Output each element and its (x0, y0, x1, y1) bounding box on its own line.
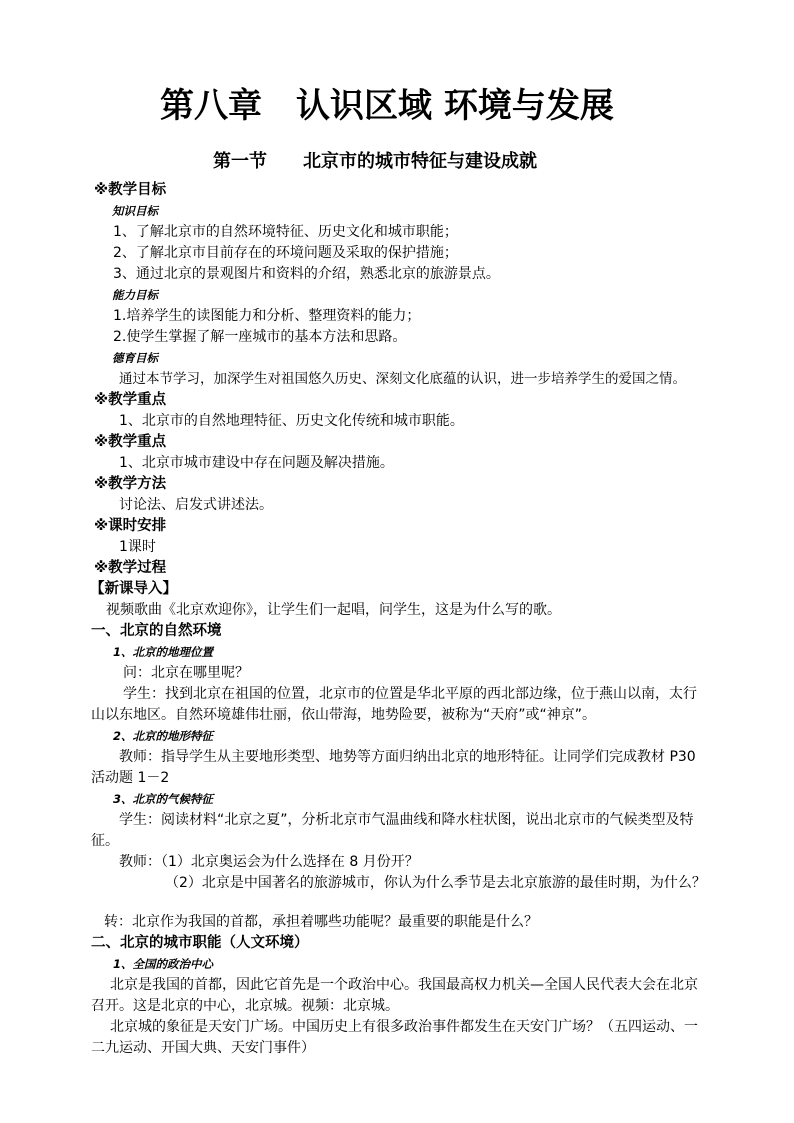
schedule-heading: ※课时安排 (94, 518, 167, 534)
key-points-heading: ※教学重点 (94, 392, 167, 408)
part1-sub2-heading: 2、北京的地形特征 (113, 729, 214, 743)
moral-goal-text: 通过本节学习，加深学生对祖国悠久历史、深刻文化底蕴的认识，进一步培养学生的爱国之情。 (119, 371, 686, 387)
methods-heading: ※教学方法 (94, 476, 167, 492)
moral-goal-label: 德育目标 (112, 351, 158, 365)
knowledge-goal-item: 2、了解北京市目前存在的环境问题及采取的保护措施； (113, 245, 458, 261)
part1-sub1-heading: 1、北京的地理位置 (113, 645, 214, 659)
ability-goal-item: 1.培养学生的读图能力和分析、整理资料的能力； (113, 308, 421, 324)
methods-text: 讨论法、启发式讲述法。 (119, 497, 273, 513)
part2-paragraph-line: 北京城的象征是天安门广场。中国历史上有很多政治事件都发生在天安门广场？（五四运动、一 (110, 1019, 698, 1035)
transition-text: 转：北京作为我国的首都，承担着哪些功能呢？最重要的职能是什么？ (104, 914, 538, 930)
process-heading: ※教学过程 (94, 560, 167, 576)
part1-sub3-heading: 3、北京的气候特征 (113, 792, 214, 806)
part2-paragraph-line: 召开。这是北京的中心，北京城。视频：北京城。 (91, 998, 399, 1014)
knowledge-goal-item: 1、了解北京市的自然环境特征、历史文化和城市职能； (113, 224, 458, 240)
ability-goal-item: 2.使学生掌握了解一座城市的基本方法和思路。 (113, 329, 407, 345)
key-points-text: 1、北京市的自然地理特征、历史文化传统和城市职能。 (119, 413, 464, 429)
difficult-points-text: 1、北京市城市建设中存在问题及解决措施。 (119, 455, 394, 471)
part2-paragraph-line: 二九运动、开国大典、天安门事件） (91, 1040, 315, 1056)
part1-question: 问：北京在哪里呢？ (123, 665, 249, 681)
intro-text: 视频歌曲《北京欢迎你》，让学生们一起唱，问学生，这是为什么写的歌。 (106, 602, 561, 618)
part1-teacher-line: 活动题 1－2 (91, 770, 170, 786)
ability-goal-label: 能力目标 (112, 288, 158, 302)
goals-heading: ※教学目标 (94, 182, 167, 198)
part1-heading: 一、北京的自然环境 (91, 623, 222, 639)
part1-student-line: 学生：阅读材料“北京之夏”，分析北京市气温曲线和降水柱状图，说出北京市的气候类型及特 (119, 812, 694, 828)
part2-heading: 二、北京的城市职能（人文环境） (91, 935, 309, 951)
part1-teacher-question: 教师：（1）北京奥运会为什么选择在 8 月份开？ (119, 854, 419, 870)
part1-teacher-question: （2）北京是中国著名的旅游城市，你认为什么季节是去北京旅游的最佳时期，为什么？ (165, 875, 706, 891)
part1-student-line: 征。 (91, 833, 119, 849)
difficult-points-heading: ※教学重点 (94, 434, 167, 450)
part1-teacher-line: 教师：指导学生从主要地形类型、地势等方面归纳出北京的地形特征。让同学们完成教材 P30 (119, 749, 696, 765)
knowledge-goal-item: 3、通过北京的景观图片和资料的介绍，熟悉北京的旅游景点。 (113, 266, 500, 282)
intro-heading: 【新课导入】 (90, 581, 177, 597)
chapter-title: 第八章 认识区域 环境与发展 (160, 86, 614, 126)
part1-answer-line: 山以东地区。自然环境雄伟壮丽，依山带海，地势险要，被称为“天府”或“神京”。 (91, 707, 597, 723)
section-title: 第一节 北京市的城市特征与建设成就 (213, 151, 537, 172)
knowledge-goal-label: 知识目标 (112, 204, 158, 218)
part2-sub1-heading: 1、全国的政治中心 (113, 957, 214, 971)
part2-paragraph-line: 北京是我国的首都，因此它首先是一个政治中心。我国最高权力机关—全国人民代表大会在北京 (110, 977, 698, 993)
part1-answer-line: 学生：找到北京在祖国的位置，北京市的位置是华北平原的西北部边缘，位于燕山以南，太行 (123, 686, 697, 702)
schedule-text: 1课时 (119, 539, 156, 555)
